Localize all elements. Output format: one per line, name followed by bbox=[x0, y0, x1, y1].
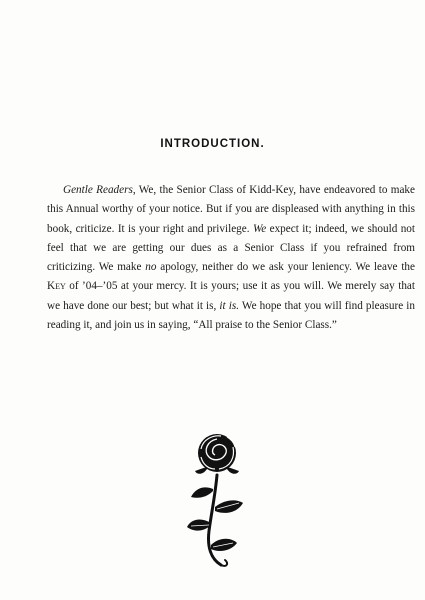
emphasis-no: no bbox=[145, 261, 157, 274]
text-segment-5: We hope that you will find pleasure in reading it, and join us in saying, “All praise to the Senior Class.” bbox=[47, 299, 415, 332]
page-title: INTRODUCTION. bbox=[160, 138, 265, 150]
text-segment-1: , We, the Senior Class of Kidd-Key, have endeavored to make this Annual worthy of your notice. But if you are displeased with anything in this book, criticize. It is your right and privilege. bbox=[47, 184, 415, 235]
salutation: Gentle Readers bbox=[63, 184, 133, 196]
emphasis-it-is: it is. bbox=[219, 299, 240, 312]
rose-icon bbox=[187, 427, 247, 577]
text-segment-4: of ’04–’05 at your mercy. It is yours; use it as you will. We merely say that we have done our best; but what it is, bbox=[47, 280, 415, 312]
emphasis-we: We bbox=[252, 222, 267, 235]
introduction-text bbox=[47, 181, 415, 335]
text-segment-2: expect it; indeed, we should not feel that we are getting our dues as a Senior Class if you refrained from criticizing. We make bbox=[47, 222, 415, 274]
text-segment-3: apology, neither do we ask your leniency. We leave the bbox=[156, 261, 415, 274]
introduction-paragraph bbox=[47, 181, 415, 335]
key-title: Key bbox=[47, 280, 66, 293]
